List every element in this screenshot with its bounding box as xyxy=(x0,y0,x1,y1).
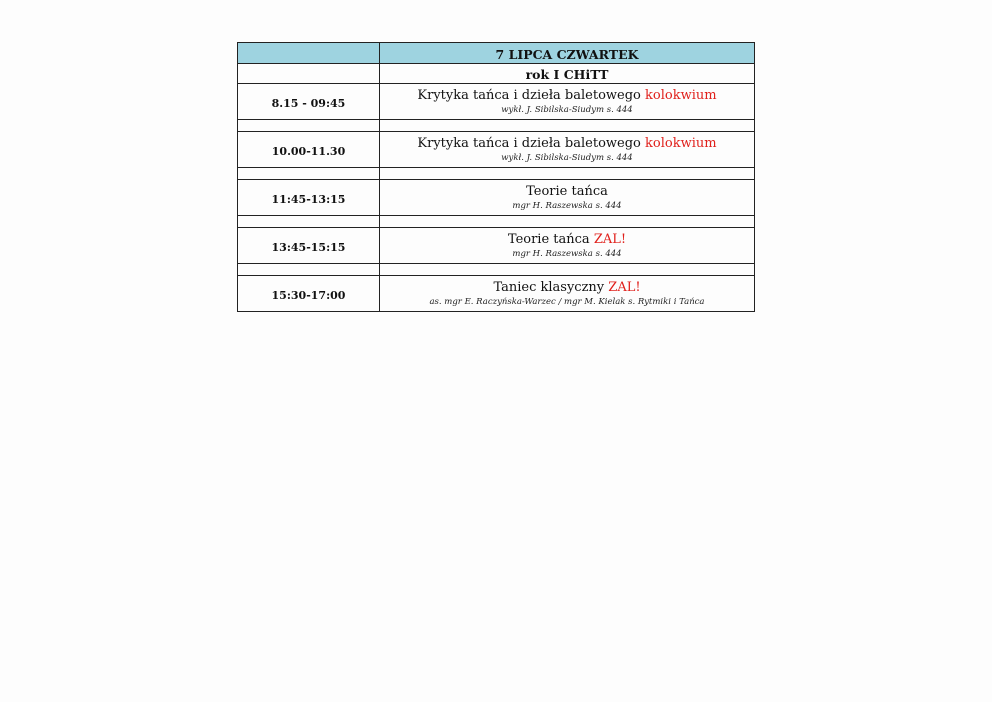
session-time-cell xyxy=(238,276,380,312)
session-row xyxy=(238,180,755,216)
session-subject-line xyxy=(380,279,754,296)
session-lecturer: mgr H. Raszewska s. 444 xyxy=(512,200,622,211)
session-subject-line xyxy=(380,87,754,104)
session-row xyxy=(238,84,755,120)
session-lecturer: wykł. J. Sibilska-Siudym s. 444 xyxy=(501,152,633,163)
session-subject-line xyxy=(380,231,754,248)
session-tag: kolokwium xyxy=(645,135,717,151)
session-time: 15:30-17:00 xyxy=(271,289,346,302)
gap-cell xyxy=(380,264,755,276)
header-row xyxy=(238,43,755,64)
session-time: 11:45-13:15 xyxy=(271,193,346,206)
session-row xyxy=(238,228,755,264)
session-lecturer: wykł. J. Sibilska-Siudym s. 444 xyxy=(501,104,633,115)
day-title-text: 7 LIPCA CZWARTEK xyxy=(495,46,639,62)
schedule-table xyxy=(237,42,755,312)
gap-cell xyxy=(238,120,380,132)
gap-row xyxy=(238,120,755,132)
session-info-cell xyxy=(380,276,755,312)
session-subject-line xyxy=(380,135,754,152)
session-info-cell xyxy=(380,228,755,264)
gap-row xyxy=(238,168,755,180)
session-info-cell xyxy=(380,132,755,168)
gap-cell xyxy=(238,216,380,228)
session-lecturer: mgr H. Raszewska s. 444 xyxy=(512,248,622,259)
gap-cell xyxy=(380,168,755,180)
session-row xyxy=(238,276,755,312)
session-subject: Teorie tańca xyxy=(507,231,590,247)
day-title xyxy=(380,43,755,64)
group-title-text: rok I CHiTT xyxy=(525,67,609,82)
session-time-cell xyxy=(238,180,380,216)
session-time: 8.15 - 09:45 xyxy=(271,97,346,110)
session-subject: Teorie tańca xyxy=(526,183,608,199)
session-subject: Taniec klasyczny xyxy=(493,279,605,295)
session-tag: kolokwium xyxy=(645,87,717,103)
gap-cell xyxy=(380,216,755,228)
group-blank-cell xyxy=(238,64,380,84)
session-time: 10.00-11.30 xyxy=(271,145,346,158)
session-info-cell xyxy=(380,84,755,120)
gap-cell xyxy=(238,264,380,276)
session-row xyxy=(238,132,755,168)
session-lecturer: as. mgr E. Raczyńska-Warzec / mgr M. Kielak s. Rytmiki i Tańca xyxy=(429,296,705,307)
session-tag: ZAL! xyxy=(593,231,627,247)
session-info-cell xyxy=(380,180,755,216)
group-title xyxy=(380,64,755,84)
session-subject-line xyxy=(380,183,754,200)
session-time: 13:45-15:15 xyxy=(271,241,346,254)
gap-cell xyxy=(238,168,380,180)
gap-row xyxy=(238,264,755,276)
header-blank-cell xyxy=(238,43,380,64)
session-time-cell xyxy=(238,228,380,264)
session-subject: Krytyka tańca i dzieła baletowego xyxy=(417,135,641,151)
session-time-cell xyxy=(238,84,380,120)
session-time-cell xyxy=(238,132,380,168)
gap-cell xyxy=(380,120,755,132)
group-row xyxy=(238,64,755,84)
session-tag: ZAL! xyxy=(608,279,641,295)
gap-row xyxy=(238,216,755,228)
session-subject: Krytyka tańca i dzieła baletowego xyxy=(417,87,641,103)
